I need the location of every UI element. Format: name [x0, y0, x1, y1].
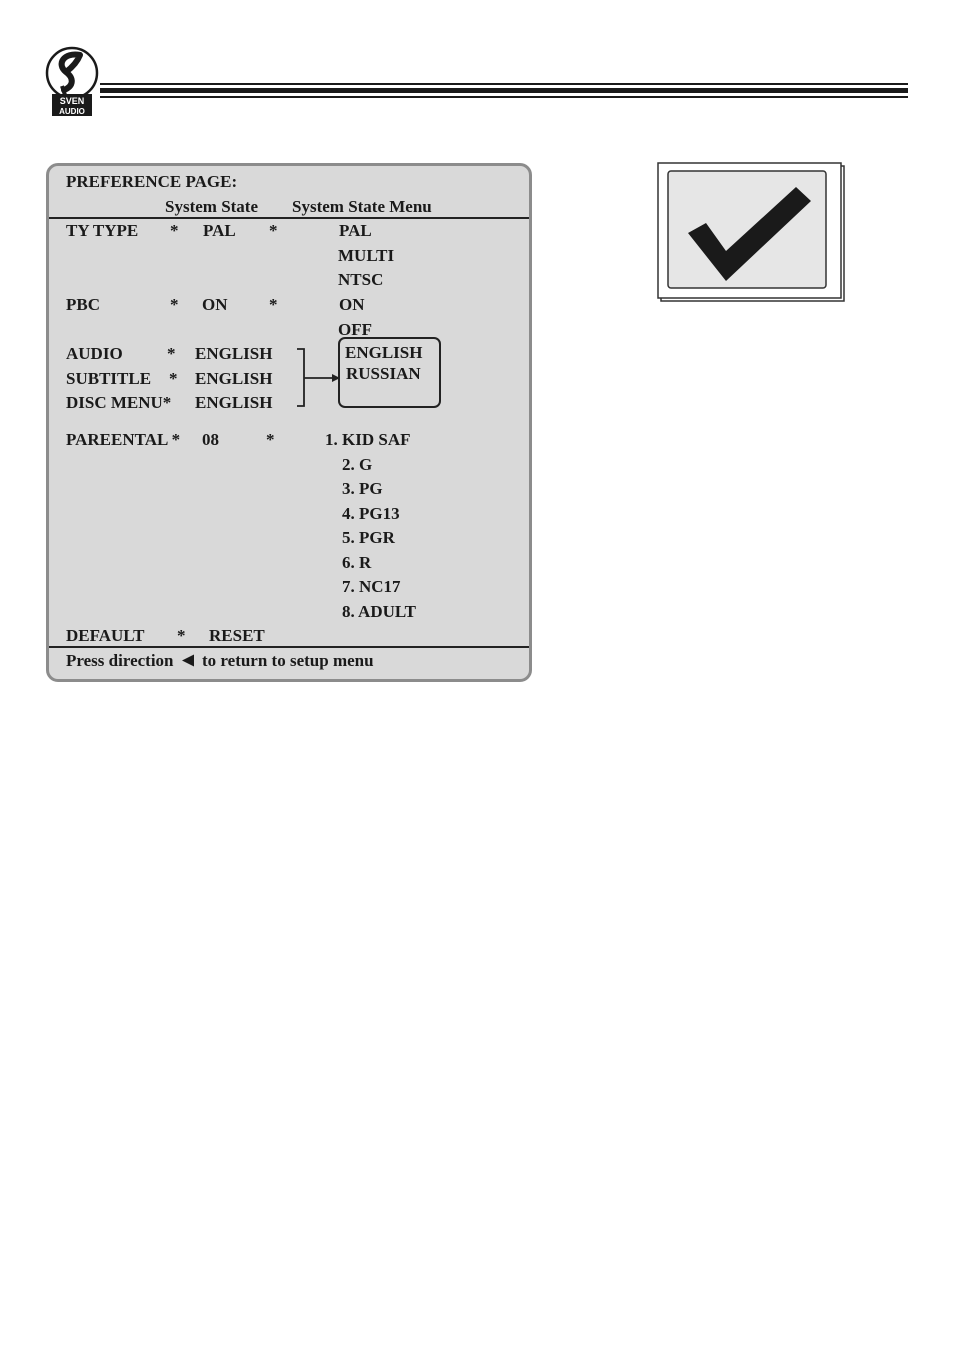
audio-label: AUDIO: [66, 344, 123, 363]
parental-option[interactable]: 5. PGR: [342, 528, 395, 547]
subtitle-label: SUBTITLE: [66, 369, 152, 388]
subtitle-value[interactable]: ENGLISH: [195, 369, 273, 388]
language-options-box: [338, 337, 441, 408]
preference-menu-panel: [46, 163, 532, 682]
tv-type-star: *: [170, 221, 179, 240]
default-label: DEFAULT: [66, 626, 145, 645]
sven-audio-logo: [44, 46, 100, 118]
parental-star-2: *: [266, 430, 275, 449]
tv-type-option[interactable]: NTSC: [338, 270, 384, 289]
footer-divider: [49, 646, 529, 648]
pbc-label: PBC: [66, 295, 100, 314]
pbc-option[interactable]: ON: [339, 295, 365, 314]
checkmark-icon: [656, 161, 846, 303]
parental-option[interactable]: 8. ADULT: [342, 602, 417, 621]
sven-audio-logo-icon: [44, 46, 100, 118]
subtitle-star: *: [169, 369, 178, 388]
logo-brand-line1: SVEN: [59, 96, 85, 106]
tv-type-star-2: *: [269, 221, 278, 240]
audio-value[interactable]: ENGLISH: [195, 344, 273, 363]
parental-option[interactable]: 2. G: [342, 455, 373, 474]
parental-option[interactable]: 6. R: [342, 553, 372, 572]
pbc-star-2: *: [269, 295, 278, 314]
footer-hint: [66, 651, 374, 671]
header-rule: [100, 83, 908, 99]
tv-type-option[interactable]: MULTI: [338, 246, 395, 265]
parental-option[interactable]: 1. KID SAF: [325, 430, 411, 449]
tv-type-label: TY TYPE: [66, 221, 139, 240]
bracket-arrow-icon: [293, 347, 343, 409]
default-value[interactable]: RESET: [209, 626, 265, 645]
default-star: *: [177, 626, 186, 645]
tv-type-value[interactable]: PAL: [203, 221, 236, 240]
footer-hint-post: to return to setup menu: [202, 651, 374, 670]
pbc-option[interactable]: OFF: [338, 320, 372, 339]
column-header-system-state: System State: [165, 197, 259, 216]
left-triangle-icon: [181, 654, 195, 667]
pbc-value[interactable]: ON: [202, 295, 228, 314]
footer-hint-pre: Press direction: [66, 651, 174, 670]
language-option[interactable]: ENGLISH: [345, 343, 423, 362]
parental-value[interactable]: 08: [202, 430, 219, 449]
parental-label: PAREENTAL *: [66, 430, 181, 449]
menu-title: PREFERENCE PAGE:: [66, 172, 238, 191]
pbc-star: *: [170, 295, 179, 314]
parental-option[interactable]: 3. PG: [342, 479, 383, 498]
language-option[interactable]: RUSSIAN: [346, 364, 421, 383]
disc-menu-label: DISC MENU*: [66, 393, 172, 412]
column-header-system-state-menu: System State Menu: [292, 197, 432, 216]
audio-star: *: [167, 344, 176, 363]
tv-type-option[interactable]: PAL: [339, 221, 372, 240]
parental-option[interactable]: 4. PG13: [342, 504, 400, 523]
parental-option[interactable]: 7. NC17: [342, 577, 401, 596]
logo-brand-line2: AUDIO: [59, 107, 85, 116]
header-divider: [49, 217, 529, 219]
disc-menu-value[interactable]: ENGLISH: [195, 393, 273, 412]
